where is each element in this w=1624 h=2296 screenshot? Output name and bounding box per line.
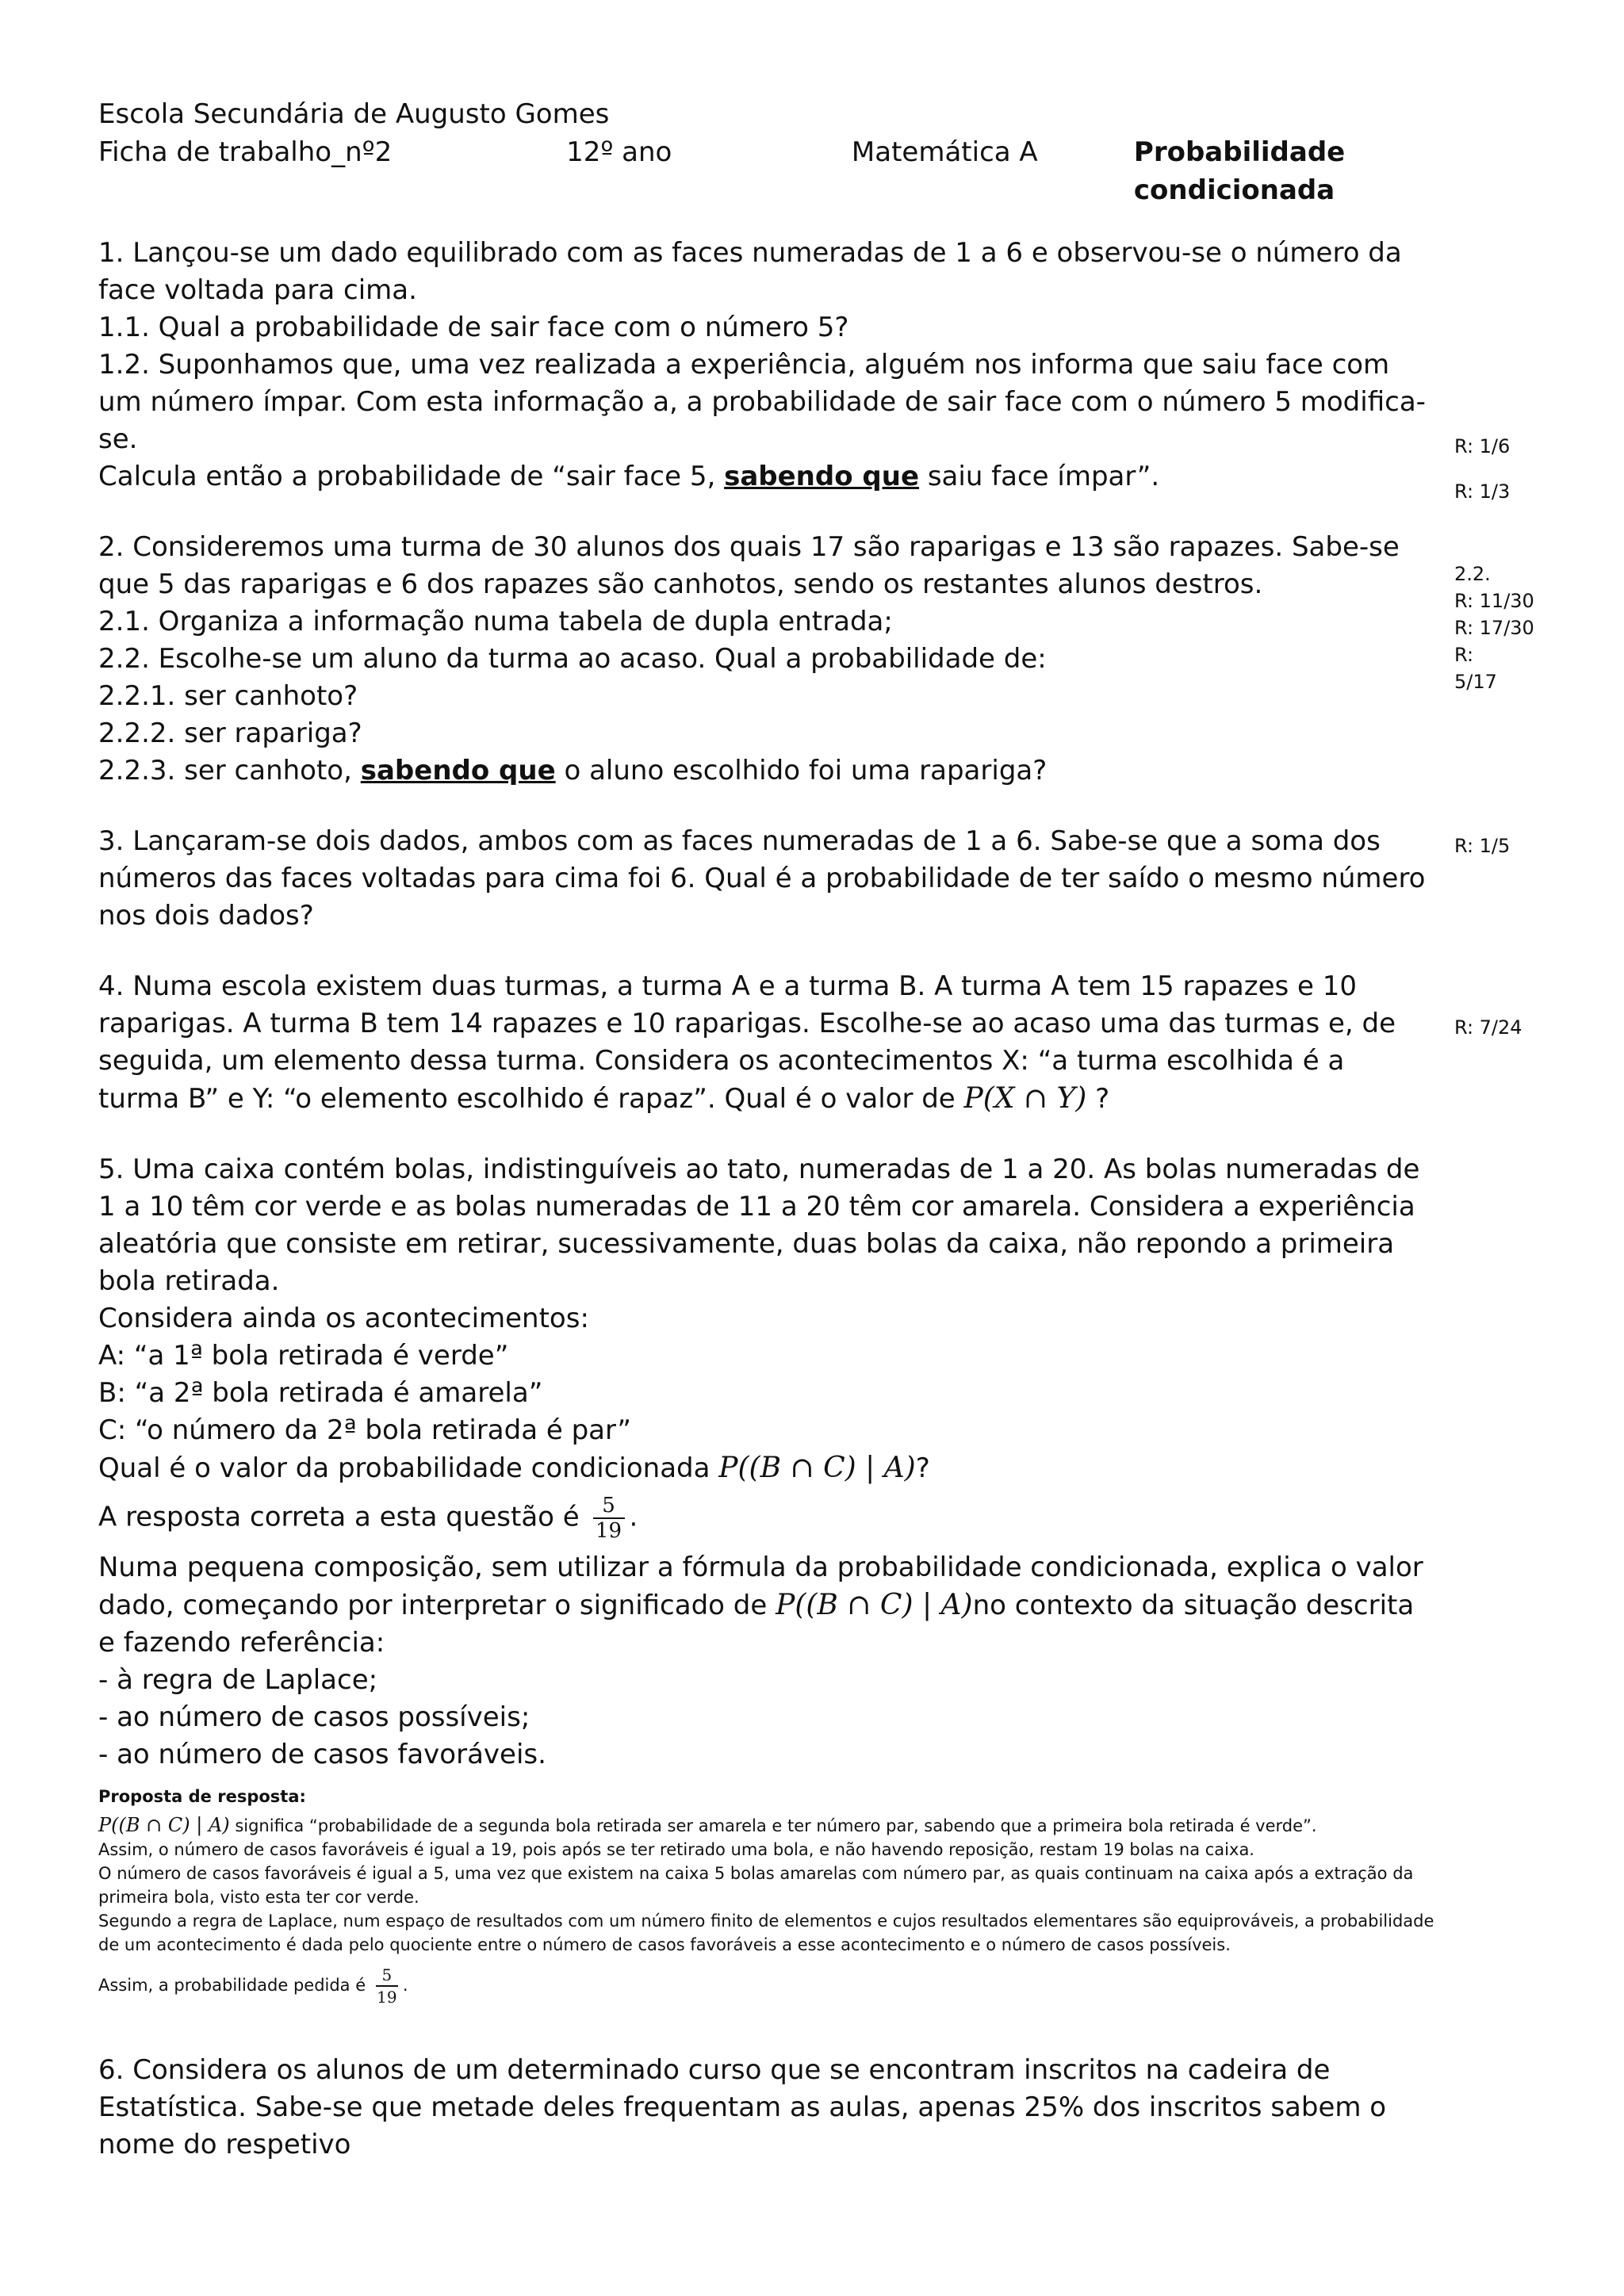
q5-question-post: ? [915,1452,930,1484]
answer-2-2-1: R: 11/30 [1454,590,1534,612]
proposed-frac-num: 5 [381,1965,393,1984]
q5-comp-post: no contexto da situação descrita e fazendo referência: [98,1590,1415,1659]
q5-frac-num: 5 [602,1494,615,1517]
grade-label: 12º ano [566,136,672,168]
q1-2b [98,458,1431,496]
proposed-answer-p2: Assim, o número de casos favoráveis é igual a 19, pois após se ter retirado uma bola, e não havendo reposição, restam 19 bolas na caixa. [98,1840,1254,1859]
proposed-answer-p3: O número de casos favoráveis é igual a 5, uma vez que existem na caixa 5 bolas amarelas com número par, as quais continuam na caixa após a extração da primeira bola, visto esta ter cor verde. [98,1864,1414,1907]
q4-body: 4. Numa escola existem duas turmas, a turma A e a turma B. A turma A tem 15 rapazes e 10 raparigas. A turma B tem 14 rapazes e 10 raparigas. Escolhe-se ao acaso uma das turmas e, de seguida, um elemento dessa turma. Considera os acontecimentos X: “a turma escolhida é a turma B” e Y: “o elemento escolhido é rapaz”. Qual é o valor de [98,970,1396,1115]
q2-2-3 [98,752,1431,790]
q5-answer-pre: A resposta correta a esta questão é [98,1501,588,1533]
q5-item-3: - ao número de casos favoráveis. [98,1739,546,1770]
q2-2-2: 2.2.2. ser rapariga? [98,718,362,749]
proposed-answer-p4: Segundo a regra de Laplace, num espaço de resultados com um número finito de elementos e cujos resultados elementares são equiprováveis, a probabilidade de um acontecimento é dada pelo quociente entre o número de casos favoráveis a esse acontecimento e o número de casos possíveis. [98,1911,1434,1954]
answer-2-2-3-value: 5/17 [1454,671,1497,693]
question-3 [98,823,1511,935]
answer-2-2-2: R: 17/30 [1454,617,1534,639]
proposed-answer-title: Proposta de resposta: [98,1787,306,1806]
q2-2-3-post: o aluno escolhido foi uma rapariga? [555,755,1048,786]
q5-answer-line [98,1494,1431,1543]
answer-2-2-3: R: [1454,644,1474,666]
q1-2b-emphasis: sabendo que [724,461,920,492]
subject-label: Matemática A [851,136,1038,168]
q5-comp-pre: Numa pequena composição, sem utilizar a fórmula da probabilidade condicionada, explica o valor dado, começando por interpretar o significado de [98,1552,1423,1621]
q5-item-2: - ao número de casos possíveis; [98,1701,530,1733]
q5-event-c: C: “o número da 2ª bola retirada é par” [98,1414,632,1446]
q6-text: 6. Considera os alunos de um determinado curso que se encontram inscritos na cadeira de Estatística. Sabe-se que metade deles frequentam as aulas, apenas 25% dos inscritos sabem o nome do respetivo [98,2054,1387,2160]
answer-3: R: 1/5 [1454,835,1511,857]
proposed-answer-p1 [98,1813,1446,1838]
q5-question-pre: Qual é o valor da probabilidade condicionada [98,1452,719,1484]
q2-2-3-emphasis: sabendo que [360,755,556,786]
q5-question [98,1449,1431,1487]
q5-intro: 5. Uma caixa contém bolas, indistinguíveis ao tato, numeradas de 1 a 20. As bolas numeradas de 1 a 10 têm cor verde e as bolas numeradas de 11 a 20 têm cor amarela. Considera a experiência aleatória que consiste em retirar, sucessivamente, duas bolas da caixa, não repondo a primeira bola retirada. [98,1154,1420,1297]
q5-event-b: B: “a 2ª bola retirada é amarela” [98,1377,543,1409]
worksheet-page [98,95,1542,2197]
q5-answer-post: . [629,1501,638,1533]
q5-item-1: - à regra de Laplace; [98,1664,378,1696]
q1-intro: 1. Lançou-se um dado equilibrado com as faces numeradas de 1 a 6 e observou-se o número da face voltada para cima. [98,237,1402,306]
question-5 [98,1151,1431,1774]
q5-event-a: A: “a 1ª bola retirada é verde” [98,1340,509,1372]
question-4 [98,968,1522,1118]
q2-2-1: 2.2.1. ser canhoto? [98,680,358,712]
answer-1-2: R: 1/3 [1454,480,1511,503]
q2-1: 2.1. Organiza a informação numa tabela de dupla entrada; [98,606,893,637]
proposed-answer [98,1785,1446,2007]
sheet-title: Ficha de trabalho_nº2 [98,136,393,168]
q4-math-expression: P(X ∩ Y) [963,1082,1087,1115]
q5-fraction [593,1494,625,1543]
q5-events-intro: Considera ainda os acontecimentos: [98,1303,589,1334]
q2-2-3-pre: 2.2.3. ser canhoto, [98,755,361,786]
question-6 [98,2052,1431,2164]
q2-intro: 2. Consideremos uma turma de 30 alunos dos quais 17 são raparigas e 13 são rapazes. Sabe-se que 5 das raparigas e 6 dos rapazes são canhotos, sendo os restantes alunos destros. [98,531,1400,600]
question-2 [98,529,1534,790]
q5-frac-den: 19 [595,1519,622,1543]
q5-composition [98,1549,1431,1662]
q5-comp-math: P((B ∩ C) | A) [776,1589,973,1621]
proposed-answer-math: P((B ∩ C) | A) [98,1814,230,1836]
proposed-answer-p5-end: . [402,1976,408,1995]
proposed-answer-fraction [376,1965,398,2007]
answers-2-2 [1454,561,1549,695]
answer-4: R: 7/24 [1454,1016,1522,1039]
proposed-answer-p1-text: significa “probabilidade de a segunda bola retirada ser amarela e ter número par, sabendo que a primeira bola retirada é verde”. [229,1816,1317,1835]
q1-1: 1.1. Qual a probabilidade de sair face com o número 5? [98,312,849,343]
q3-text: 3. Lançaram-se dois dados, ambos com as faces numeradas de 1 a 6. Sabe-se que a soma dos números das faces voltadas para cima foi 6. Qual é a probabilidade de ter saído o mesmo número nos dois dados? [98,825,1426,932]
q2-2: 2.2. Escolhe-se um aluno da turma ao acaso. Qual a probabilidade de: [98,643,1047,675]
header-row [98,133,1542,209]
q4-end: ? [1086,1083,1110,1115]
proposed-answer-p5-text: Assim, a probabilidade pedida é [98,1976,371,1995]
q4-text [98,968,1431,1118]
q5-math-expression: P((B ∩ C) | A) [718,1452,916,1484]
school-name: Escola Secundária de Augusto Gomes [98,98,610,130]
q1-2: 1.2. Suponhamos que, uma vez realizada a experiência, alguém nos informa que saiu face com um número ímpar. Com esta informação a, a probabilidade de sair face com o número 5 modifica-se. [98,349,1426,455]
q1-2b-pre: Calcula então a probabilidade de “sair face 5, [98,461,725,492]
proposed-answer-p5 [98,1965,1446,2007]
topic-label: Probabilidade condicionada [1133,136,1346,206]
answer-1-1: R: 1/6 [1454,435,1511,457]
question-1 [98,235,1511,503]
answer-2-2-head: 2.2. [1454,563,1491,585]
proposed-frac-den: 19 [377,1988,397,2007]
q1-2b-post: saiu face ímpar”. [919,461,1160,492]
